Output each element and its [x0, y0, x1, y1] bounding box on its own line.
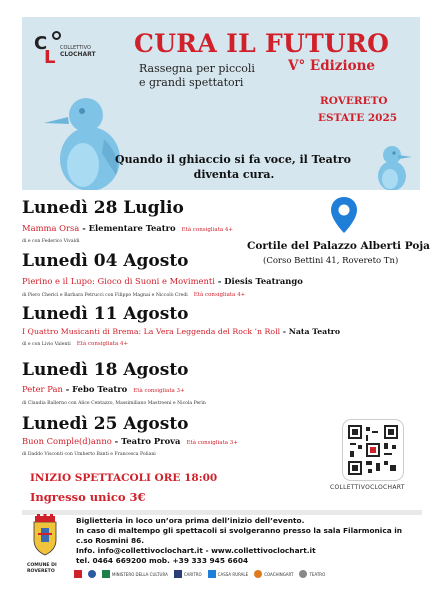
event-cast	[22, 292, 245, 298]
event-company: - Febo Teatro	[62, 384, 128, 394]
small-penguin-illustration	[366, 143, 414, 190]
subtitle-line-1: Rassegna per piccoli	[139, 62, 255, 75]
info-line: Biglietteria in loco un’ora prima dell’inizio dell’evento.	[76, 516, 305, 525]
sponsor-logos	[74, 566, 424, 582]
sponsor-logo	[299, 570, 325, 578]
event-show-title: Mamma Orsa	[22, 223, 80, 233]
qr-code[interactable]	[343, 420, 403, 480]
event-cast: di Claudia Ballerno con Alice Centazzo, Massimiliano Mastroeni e Nicola Perin	[22, 401, 206, 406]
sponsor-label: MINISTERO DELLA CULTURA	[112, 571, 168, 577]
venue-address: (Corso Bettini 41, Rovereto Tn)	[263, 256, 399, 266]
event-details	[22, 327, 340, 336]
logo-text-collettivo: COLLETTIVO	[60, 45, 91, 51]
event-show-title: Peter Pan	[22, 384, 63, 394]
slogan-line-2: diventa cura.	[193, 168, 275, 181]
event-show-title: Pierino e il Lupo: Gioco di Suoni e Movimenti	[22, 276, 215, 286]
event-date: Lunedì 04 Agosto	[22, 251, 189, 271]
sponsor-logo	[88, 570, 96, 578]
sponsor-logo	[102, 570, 168, 578]
qr-caption: COLLETTIVOCLOCHART	[330, 484, 405, 491]
event-details	[22, 384, 185, 394]
event-show-title: Buon Comple(d)anno	[22, 436, 112, 446]
logo-letter-o	[52, 31, 61, 40]
season-label: ESTATE 2025	[318, 112, 398, 124]
event-date: Lunedì 25 Agosto	[22, 414, 189, 434]
ticket-price: Ingresso unico 3€	[30, 490, 146, 504]
sponsor-logo	[254, 570, 293, 578]
sponsor-mark-icon	[174, 570, 182, 578]
show-start-time: INIZIO SPETTACOLI ORE 18:00	[30, 472, 218, 484]
sponsor-label: COACHINGART	[264, 571, 294, 577]
event-cast-text: di Piero Cherici e Barbara Petrucci con Filippo Magnai e Niccolò Credi	[22, 293, 188, 298]
event-company: - Teatro Prova	[111, 436, 181, 446]
edition-label: V° Edizione	[288, 58, 375, 74]
sponsor-logo	[208, 570, 249, 578]
location-pin-icon	[330, 196, 358, 234]
event-company: - Nata Teatro	[280, 327, 341, 336]
event-company: - Diesis Teatrango	[214, 276, 303, 286]
event-cast: di e con Federico Vivaldi	[22, 239, 80, 244]
sponsor-mark-icon	[254, 570, 262, 578]
event-cast-text: di e con Livio Valenti	[22, 342, 71, 347]
event-details	[22, 223, 233, 233]
event-cast: di Daddo Visconti con Umberto Banti e Francesca Poliani	[22, 452, 156, 457]
rovereto-crest-icon	[30, 514, 60, 556]
event-age-recommendation: Età consigliata 4+	[181, 227, 234, 233]
info-line: In caso di maltempo gli spettacoli si svolgeranno presso la sala Filarmonica in	[76, 526, 403, 535]
sponsor-logo	[174, 570, 202, 578]
comune-name: ROVERETO	[27, 569, 55, 574]
logo-letter-c: C	[34, 33, 48, 54]
event-show-title: I Quattro Musicanti di Brema: La Vera Leggenda del Rock ’n Roll	[22, 327, 281, 336]
sponsor-logo	[74, 570, 82, 578]
event-date: Lunedì 11 Agosto	[22, 304, 189, 324]
sponsor-label: CASSA RURALE	[217, 571, 249, 577]
subtitle-line-2: e grandi spettatori	[139, 76, 244, 89]
info-line: tel. 0464 669200 mob. +39 333 945 6604	[76, 556, 249, 565]
collettivo-clochart-logo	[34, 31, 124, 73]
sponsor-mark-icon	[102, 570, 110, 578]
footer-divider	[22, 510, 422, 515]
sponsor-mark-icon	[299, 570, 307, 578]
info-line: c.so Rosmini 86.	[76, 536, 145, 545]
sponsor-label: CARITRO	[183, 571, 202, 577]
event-age-recommendation: Età consigliata 4+	[76, 341, 129, 347]
info-line: Info. info@collettivoclochart.it - www.collettivoclochart.it	[76, 546, 316, 555]
comune-label: COMUNE DI	[27, 563, 57, 568]
event-details	[22, 436, 238, 446]
event-date: Lunedì 18 Agosto	[22, 360, 189, 380]
slogan-line-1: Quando il ghiaccio si fa voce, il Teatro	[115, 153, 351, 166]
event-details	[22, 276, 303, 286]
event-date: Lunedì 28 Luglio	[22, 198, 184, 218]
sponsor-mark-icon	[88, 570, 96, 578]
sponsor-mark-icon	[208, 570, 216, 578]
venue-name: Cortile del Palazzo Alberti Poja	[247, 240, 430, 252]
sponsor-label: TEATRO	[309, 571, 326, 577]
logo-text-clochart: CLOCHART	[60, 51, 96, 58]
event-cast	[22, 341, 128, 347]
sponsor-mark-icon	[74, 570, 82, 578]
event-age-recommendation: Età consigliata 4+	[193, 292, 246, 298]
header-banner	[22, 17, 420, 190]
city-label: ROVERETO	[320, 95, 388, 107]
logo-letter-l: L	[44, 47, 56, 68]
poster-title: CURA IL FUTURO	[134, 29, 390, 58]
event-age-recommendation: Età consigliata 3+	[133, 388, 185, 394]
event-age-recommendation: Età consigliata 3+	[186, 440, 238, 446]
event-company: - Elementare Teatro	[79, 223, 176, 233]
qr-code-pattern	[348, 425, 398, 475]
